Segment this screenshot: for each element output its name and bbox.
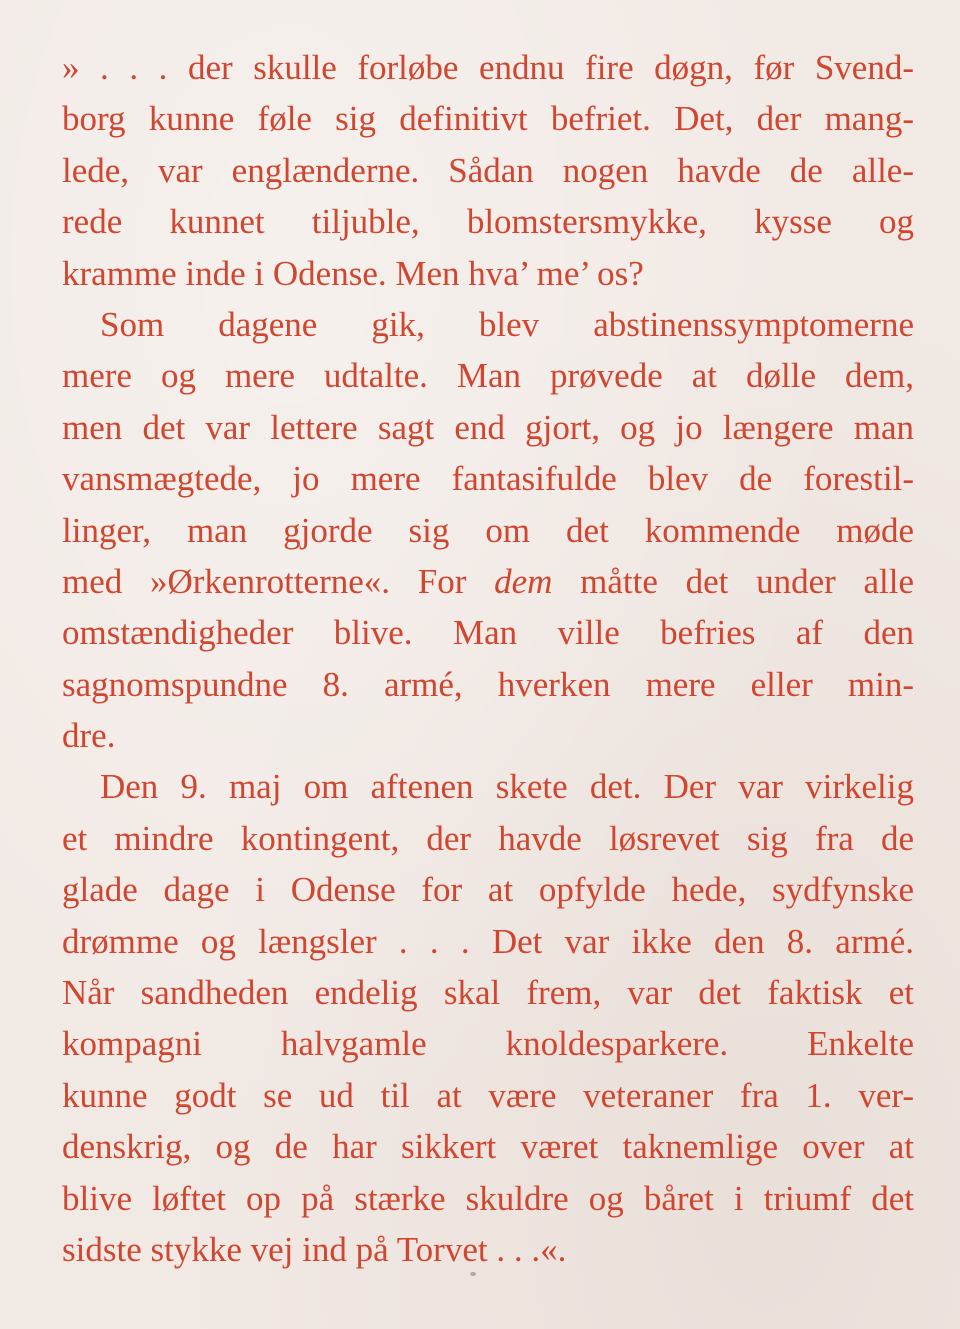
text-line: dre. <box>62 716 116 756</box>
text-line: med »Ørkenrotterne«. For dem måtte det under alle <box>62 561 914 601</box>
paper-speck <box>470 1272 476 1276</box>
text-line: vansmægtede, jo mere fantasifulde blev de forestil- <box>62 459 914 499</box>
text-line: rede kunnet tiljuble, blomstersmykke, kysse og <box>62 202 914 242</box>
text-line: blive løftet op på stærke skuldre og båret i triumf det <box>62 1178 914 1218</box>
text-line: Den 9. maj om aftenen skete det. Der var virkelig <box>100 767 914 807</box>
text-line: denskrig, og de har sikkert været taknemlige over at <box>62 1127 914 1167</box>
text-line: mere og mere udtalte. Man prøvede at dølle dem, <box>62 356 914 396</box>
text-line: Som dagene gik, blev abstinenssymptomerne <box>100 304 914 344</box>
text-line: kunne godt se ud til at være veteraner fra 1. ver- <box>62 1075 914 1115</box>
text-line: kramme inde i Odense. Men hva’ me’ os? <box>62 253 644 293</box>
text-line: kompagni halvgamle knoldesparkere. Enkelte <box>62 1024 914 1064</box>
text-line: drømme og længsler . . . Det var ikke den 8. armé. <box>62 921 914 961</box>
text-line: omstændigheder blive. Man ville befries af den <box>62 613 914 653</box>
text-block <box>62 42 914 1275</box>
text-line: sagnomspundne 8. armé, hverken mere eller min- <box>62 664 914 704</box>
text-line: men det var lettere sagt end gjort, og jo længere man <box>62 407 914 447</box>
text-line: » . . . der skulle forløbe endnu fire døgn, før Svend- <box>62 48 914 87</box>
text-line: linger, man gjorde sig om det kommende møde <box>62 510 914 550</box>
text-line: et mindre kontingent, der havde løsrevet sig fra de <box>62 818 914 858</box>
text-line: glade dage i Odense for at opfylde hede, sydfynske <box>62 870 914 910</box>
text-line: sidste stykke vej ind på Torvet . . .«. <box>62 1229 567 1269</box>
text-line: lede, var englænderne. Sådan nogen havde de alle- <box>62 150 914 190</box>
text-line: Når sandheden endelig skal frem, var det faktisk et <box>62 973 914 1013</box>
text-line: borg kunne føle sig definitivt befriet. Det, der mang- <box>62 99 914 139</box>
emphasis: dem <box>494 561 553 601</box>
